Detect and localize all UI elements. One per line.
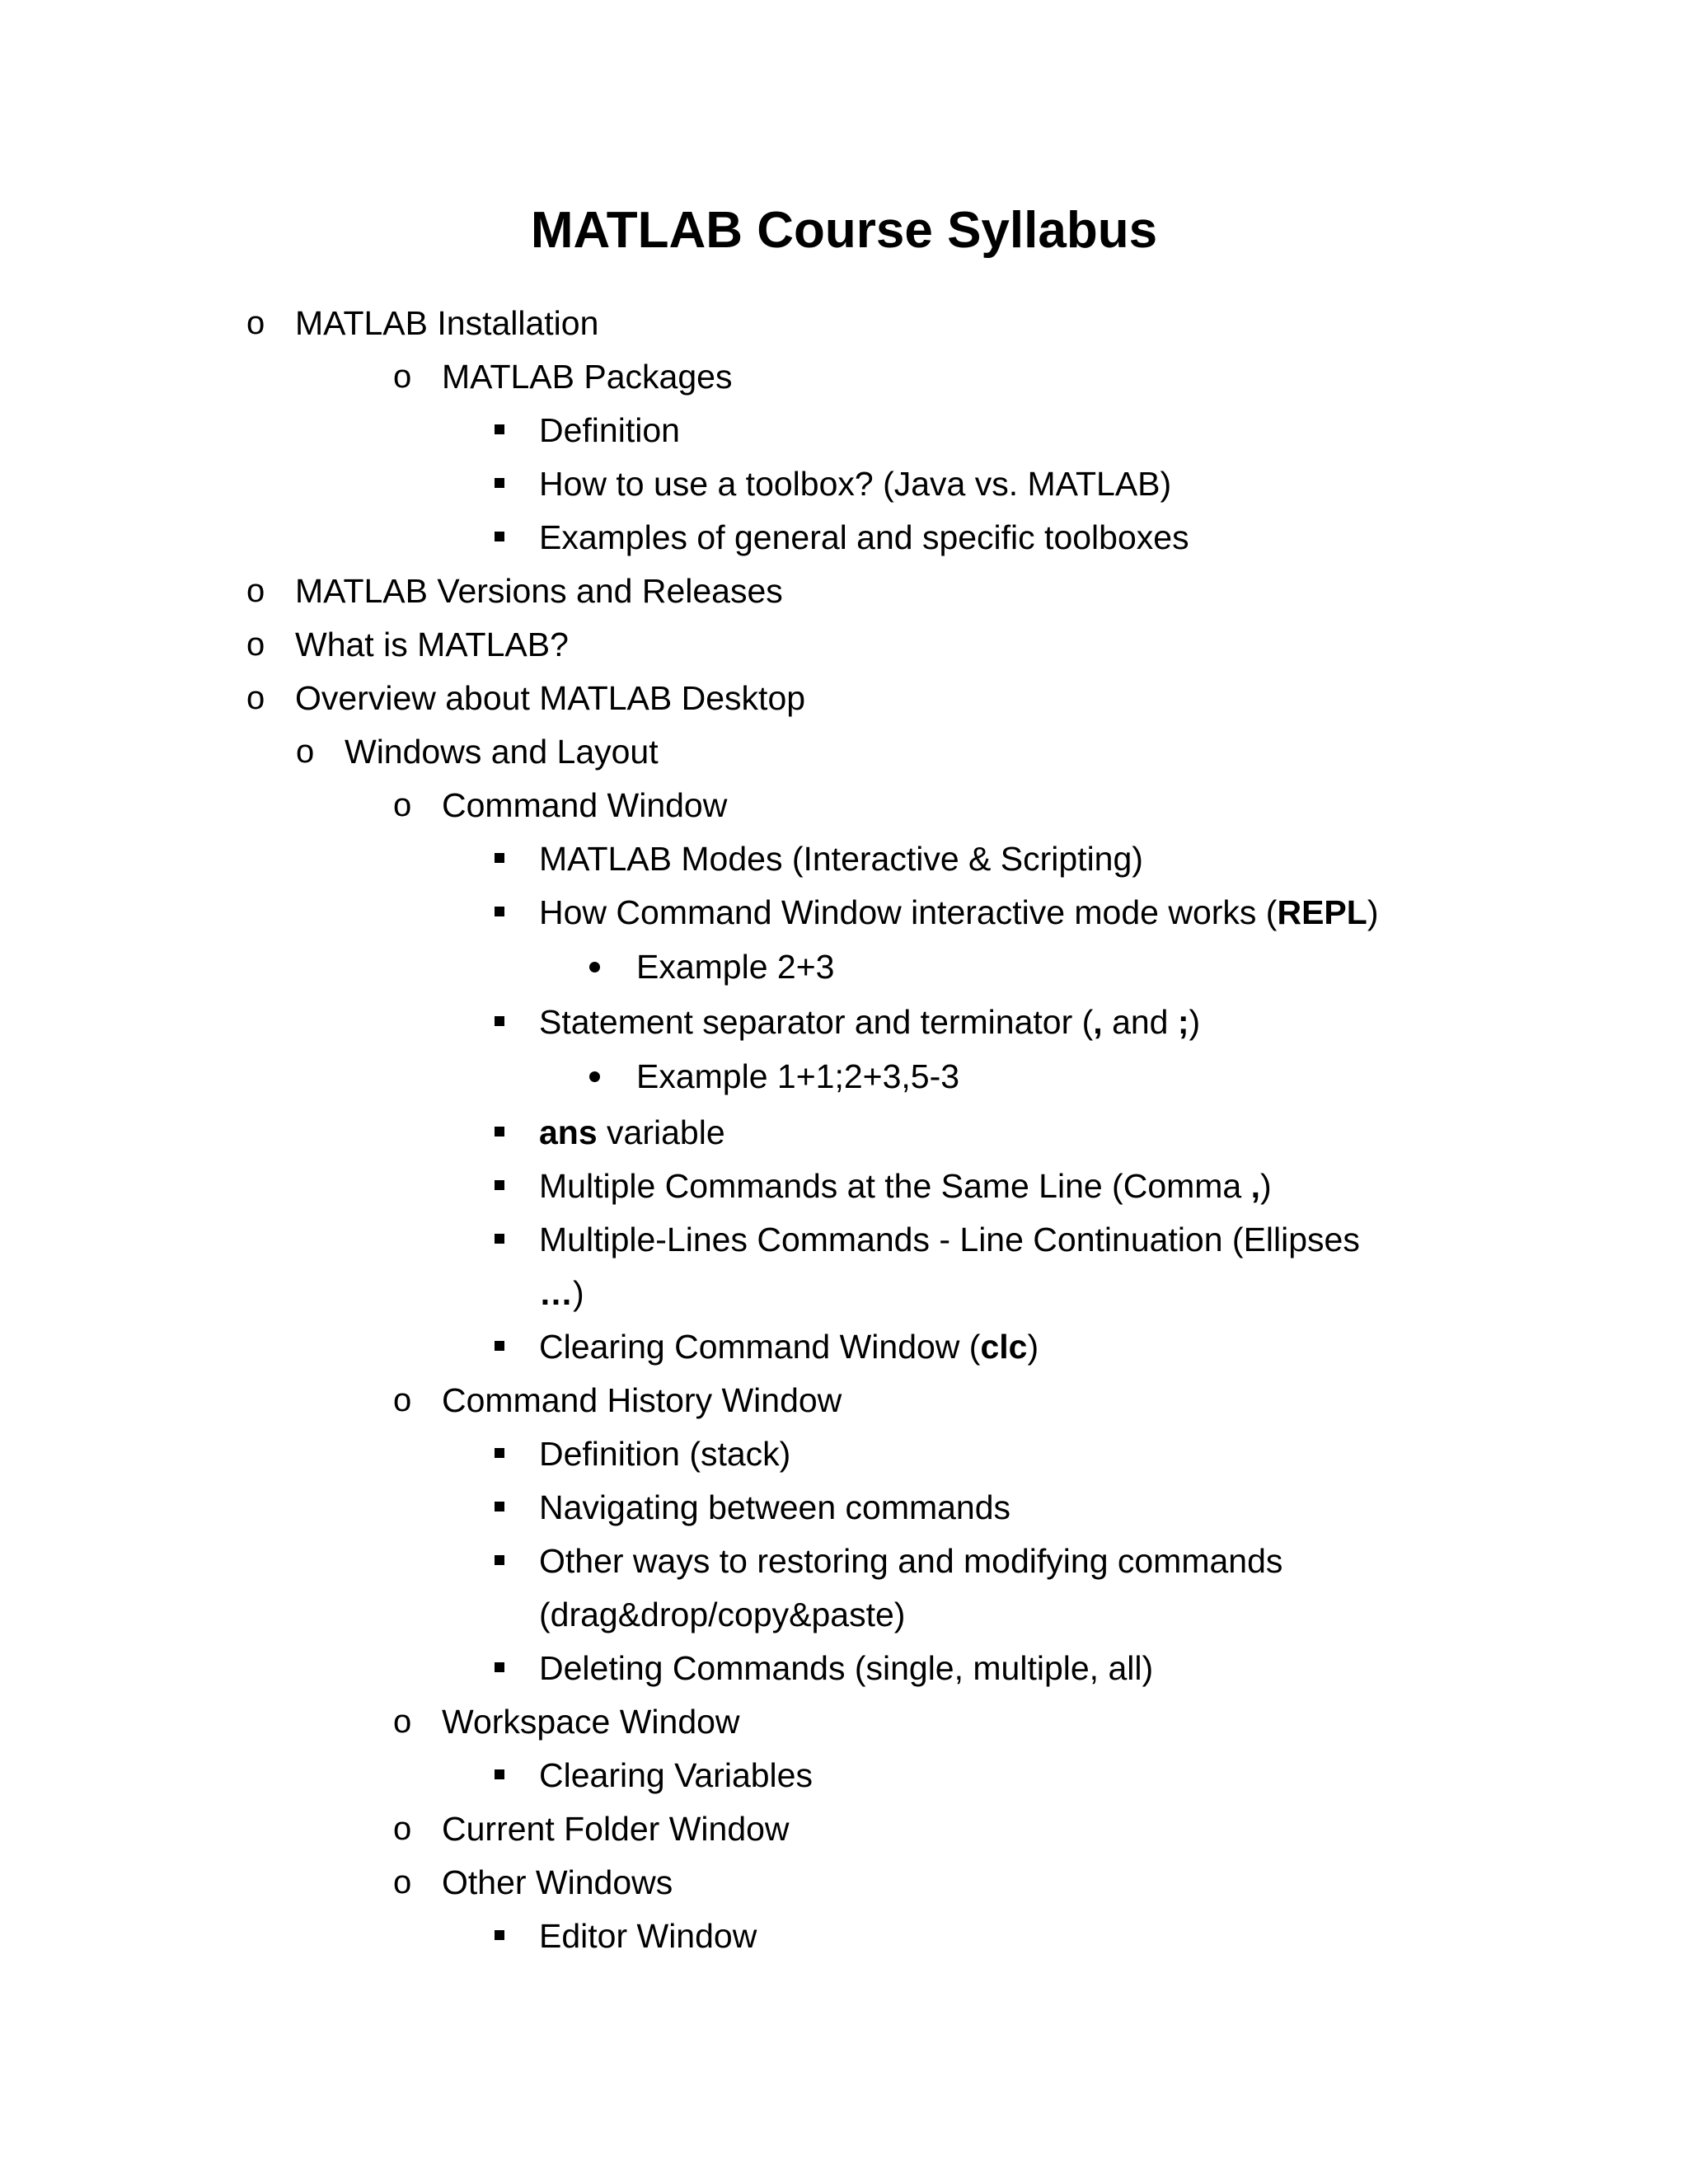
circle-bullet-icon: o	[393, 1864, 412, 1900]
square-bullet-icon	[495, 532, 504, 541]
square-bullet-icon	[495, 424, 504, 434]
square-bullet-icon	[495, 1662, 504, 1672]
list-item-text: )	[1027, 1328, 1039, 1366]
list-item-text: Multiple Commands at the Same Line (Comma	[539, 1167, 1251, 1205]
list-item-keyword: ;	[1177, 1003, 1189, 1041]
dot-bullet-icon	[589, 1071, 600, 1082]
square-bullet-icon	[495, 1930, 504, 1940]
list-item: MATLAB Packages	[442, 358, 733, 396]
square-bullet-icon	[495, 1341, 504, 1351]
square-bullet-icon	[495, 853, 504, 863]
list-item	[539, 889, 1378, 935]
list-item: Other ways to restoring and modifying commands	[539, 1542, 1283, 1580]
list-item	[539, 999, 1200, 1045]
list-item-text: Statement separator and terminator (	[539, 1003, 1094, 1041]
list-item: MATLAB Modes (Interactive & Scripting)	[539, 840, 1143, 878]
square-bullet-icon	[495, 1769, 504, 1779]
circle-bullet-icon: o	[296, 733, 315, 770]
list-item-text: and	[1102, 1003, 1178, 1041]
list-item: Other Windows	[442, 1863, 673, 1901]
list-item-continuation	[539, 1270, 584, 1316]
list-item: MATLAB Installation	[295, 304, 599, 342]
circle-bullet-icon: o	[246, 680, 265, 716]
list-item: Examples of general and specific toolboxes	[539, 518, 1189, 556]
list-item: Example 2+3	[636, 948, 835, 986]
list-item: Windows and Layout	[345, 733, 659, 771]
list-item	[539, 1109, 725, 1155]
circle-bullet-icon: o	[393, 787, 412, 823]
circle-bullet-icon: o	[393, 1382, 412, 1418]
square-bullet-icon	[495, 907, 504, 916]
list-item-keyword: ans	[539, 1113, 598, 1151]
list-item: Multiple-Lines Commands - Line Continuation (Ellipses	[539, 1221, 1360, 1258]
list-item: Definition (stack)	[539, 1435, 791, 1473]
list-item: How to use a toolbox? (Java vs. MATLAB)	[539, 465, 1172, 503]
list-item-keyword: clc	[980, 1328, 1028, 1366]
list-item: MATLAB Versions and Releases	[295, 572, 783, 610]
list-item: Clearing Variables	[539, 1756, 813, 1794]
circle-bullet-icon: o	[393, 1704, 412, 1740]
square-bullet-icon	[495, 1234, 504, 1244]
list-item-text: )	[1260, 1167, 1272, 1205]
list-item: Definition	[539, 411, 680, 449]
square-bullet-icon	[495, 1502, 504, 1511]
list-item-text: )	[1189, 1003, 1201, 1041]
list-item-keyword: REPL	[1277, 893, 1367, 931]
list-item: Current Folder Window	[442, 1810, 790, 1848]
list-item: Navigating between commands	[539, 1488, 1011, 1526]
square-bullet-icon	[495, 1127, 504, 1137]
list-item-text: Clearing Command Window (	[539, 1328, 981, 1366]
list-item-keyword: …	[539, 1274, 573, 1312]
list-item	[539, 1324, 1039, 1370]
square-bullet-icon	[495, 1555, 504, 1565]
list-item: Editor Window	[539, 1917, 757, 1955]
circle-bullet-icon: o	[246, 305, 265, 341]
circle-bullet-icon: o	[393, 359, 412, 395]
list-item: Overview about MATLAB Desktop	[295, 679, 806, 717]
list-item-text: )	[1367, 893, 1379, 931]
list-item-keyword: ,	[1250, 1167, 1261, 1205]
list-item: Example 1+1;2+3,5-3	[636, 1057, 960, 1095]
list-item-continuation: (drag&drop/copy&paste)	[539, 1596, 906, 1633]
square-bullet-icon	[495, 1016, 504, 1026]
list-item-text: )	[573, 1274, 584, 1312]
list-item-text: How Command Window interactive mode works (	[539, 893, 1278, 931]
list-item: Command Window	[442, 786, 728, 824]
list-item: Deleting Commands (single, multiple, all)	[539, 1649, 1154, 1687]
page-title: MATLAB Course Syllabus	[530, 202, 1158, 259]
circle-bullet-icon: o	[246, 626, 265, 663]
list-item-keyword: ,	[1093, 1003, 1103, 1041]
list-item	[539, 1163, 1272, 1209]
list-item: Workspace Window	[442, 1703, 740, 1741]
square-bullet-icon	[495, 1180, 504, 1190]
dot-bullet-icon	[589, 962, 600, 972]
circle-bullet-icon: o	[246, 573, 265, 609]
square-bullet-icon	[495, 478, 504, 488]
circle-bullet-icon: o	[393, 1811, 412, 1847]
list-item: Command History Window	[442, 1381, 842, 1419]
square-bullet-icon	[495, 1448, 504, 1458]
list-item: What is MATLAB?	[295, 626, 569, 663]
list-item-text: variable	[597, 1113, 725, 1151]
